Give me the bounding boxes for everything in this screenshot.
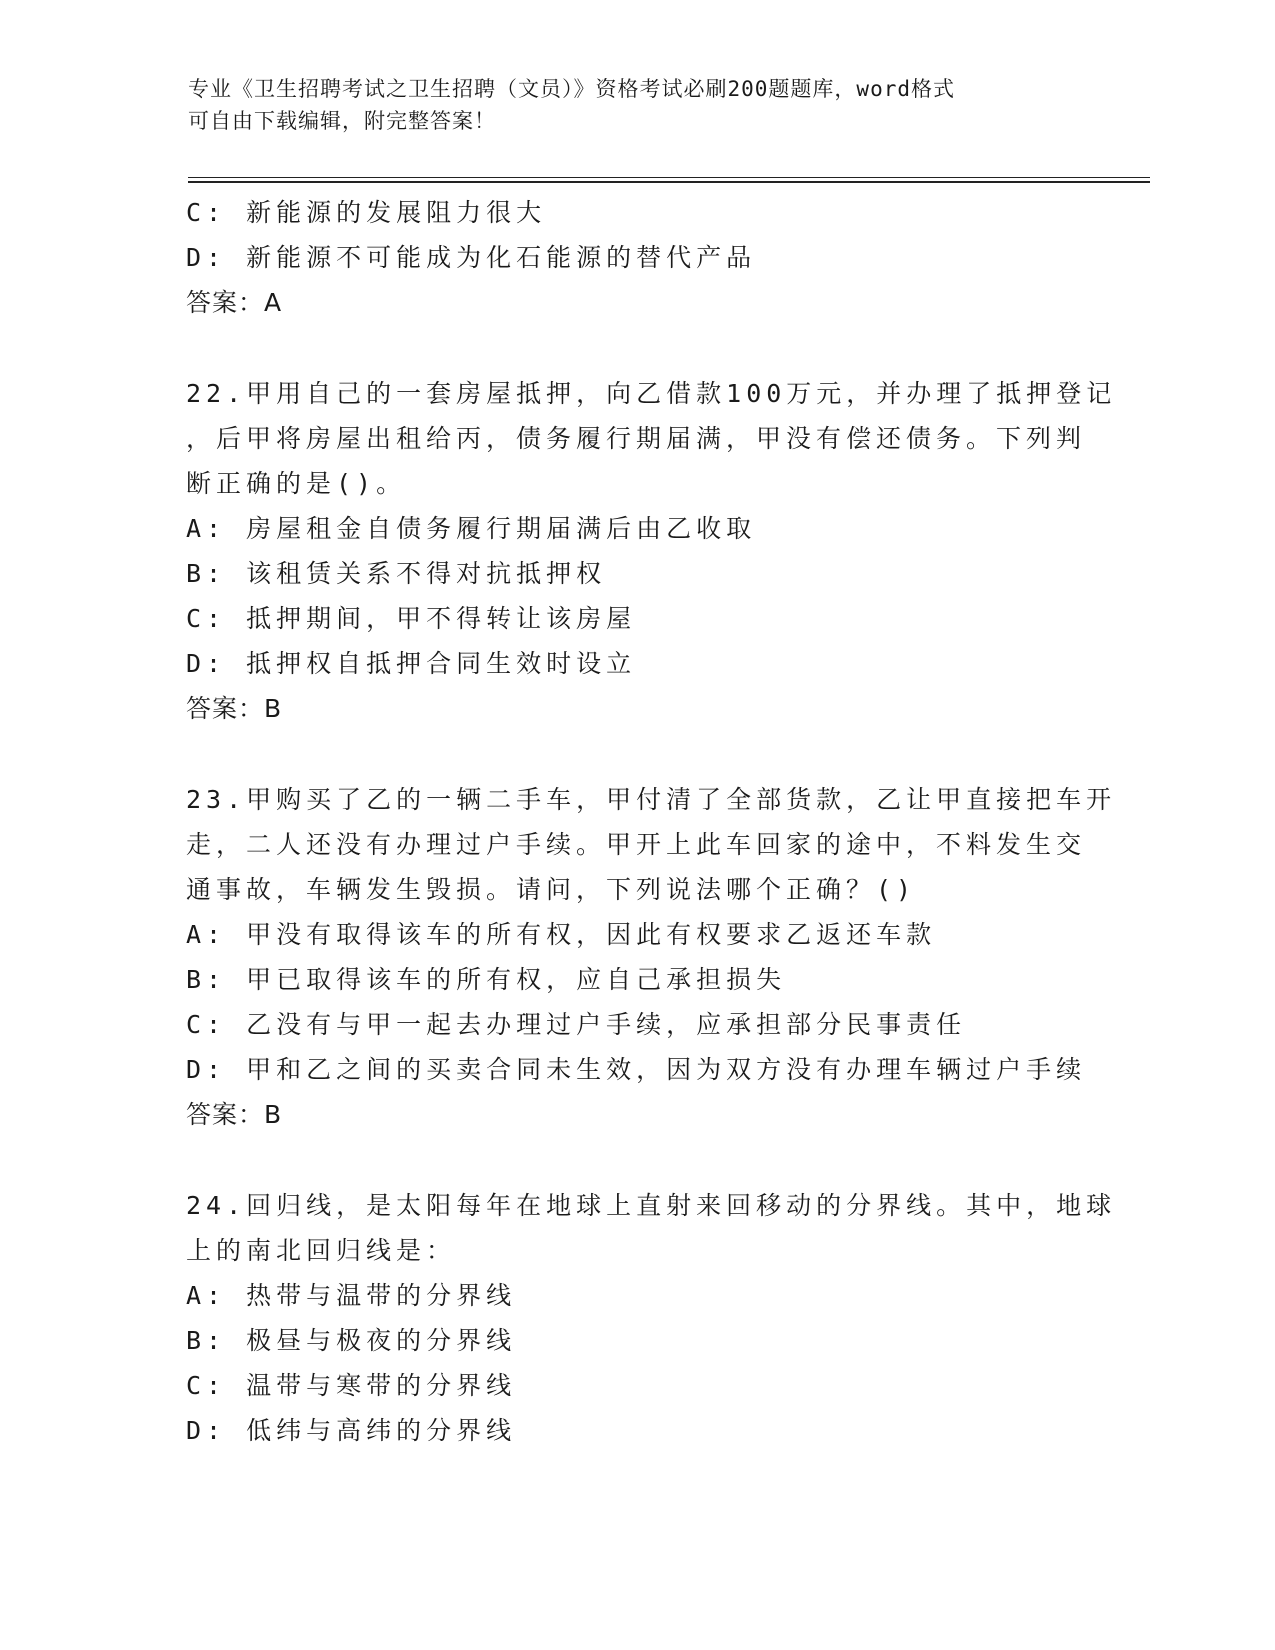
answer-line: 答案：A [186, 288, 283, 317]
question-stem-line: 24.回归线，是太阳每年在地球上直射来回移动的分界线。其中，地球 [186, 1191, 1117, 1220]
question-stem-line: 通事故，车辆发生毁损。请问，下列说法哪个正确？() [186, 875, 917, 904]
question-stem-line: 走，二人还没有办理过户手续。甲开上此车回家的途中，不料发生交 [186, 830, 1087, 859]
question-stem-line: 22.甲用自己的一套房屋抵押，向乙借款100万元，并办理了抵押登记 [186, 379, 1117, 408]
option-a: A: 房屋租金自债务履行期届满后由乙收取 [186, 514, 757, 543]
header-line-2: 可自由下载编辑，附完整答案！ [188, 109, 496, 133]
option-c: C: 抵押期间，甲不得转让该房屋 [186, 604, 637, 633]
question-22 [186, 371, 1117, 731]
option-c: C: 新能源的发展阻力很大 [186, 198, 547, 227]
question-stem-line: 上的南北回归线是： [186, 1236, 457, 1265]
header-divider-thin [188, 177, 1150, 178]
option-a: A: 甲没有取得该车的所有权，因此有权要求乙返还车款 [186, 920, 937, 949]
option-a: A: 热带与温带的分界线 [186, 1281, 517, 1310]
document-header [188, 73, 1068, 137]
question-stem-line: 断正确的是()。 [186, 469, 407, 498]
option-d: D: 甲和乙之间的买卖合同未生效，因为双方没有办理车辆过户手续 [186, 1055, 1087, 1084]
question-23 [186, 777, 1117, 1137]
question-21-tail [186, 190, 1086, 325]
header-line-1: 专业《卫生招聘考试之卫生招聘（文员）》资格考试必刷200题题库，word格式 [188, 77, 955, 101]
option-d: D: 抵押权自抵押合同生效时设立 [186, 649, 637, 678]
option-c: C: 温带与寒带的分界线 [186, 1371, 517, 1400]
question-stem-line: ，后甲将房屋出租给丙，债务履行期届满，甲没有偿还债务。下列判 [186, 424, 1087, 453]
option-b: B: 极昼与极夜的分界线 [186, 1326, 517, 1355]
header-divider-thick [188, 181, 1150, 183]
option-b: B: 甲已取得该车的所有权，应自己承担损失 [186, 965, 787, 994]
question-24 [186, 1183, 1117, 1453]
option-d: D: 新能源不可能成为化石能源的替代产品 [186, 243, 757, 272]
answer-line: 答案：B [186, 1100, 283, 1129]
answer-line: 答案：B [186, 694, 283, 723]
option-b: B: 该租赁关系不得对抗抵押权 [186, 559, 607, 588]
question-stem-line: 23.甲购买了乙的一辆二手车，甲付清了全部货款，乙让甲直接把车开 [186, 785, 1117, 814]
option-d: D: 低纬与高纬的分界线 [186, 1416, 517, 1445]
document-body [186, 190, 1117, 1453]
option-c: C: 乙没有与甲一起去办理过户手续，应承担部分民事责任 [186, 1010, 967, 1039]
